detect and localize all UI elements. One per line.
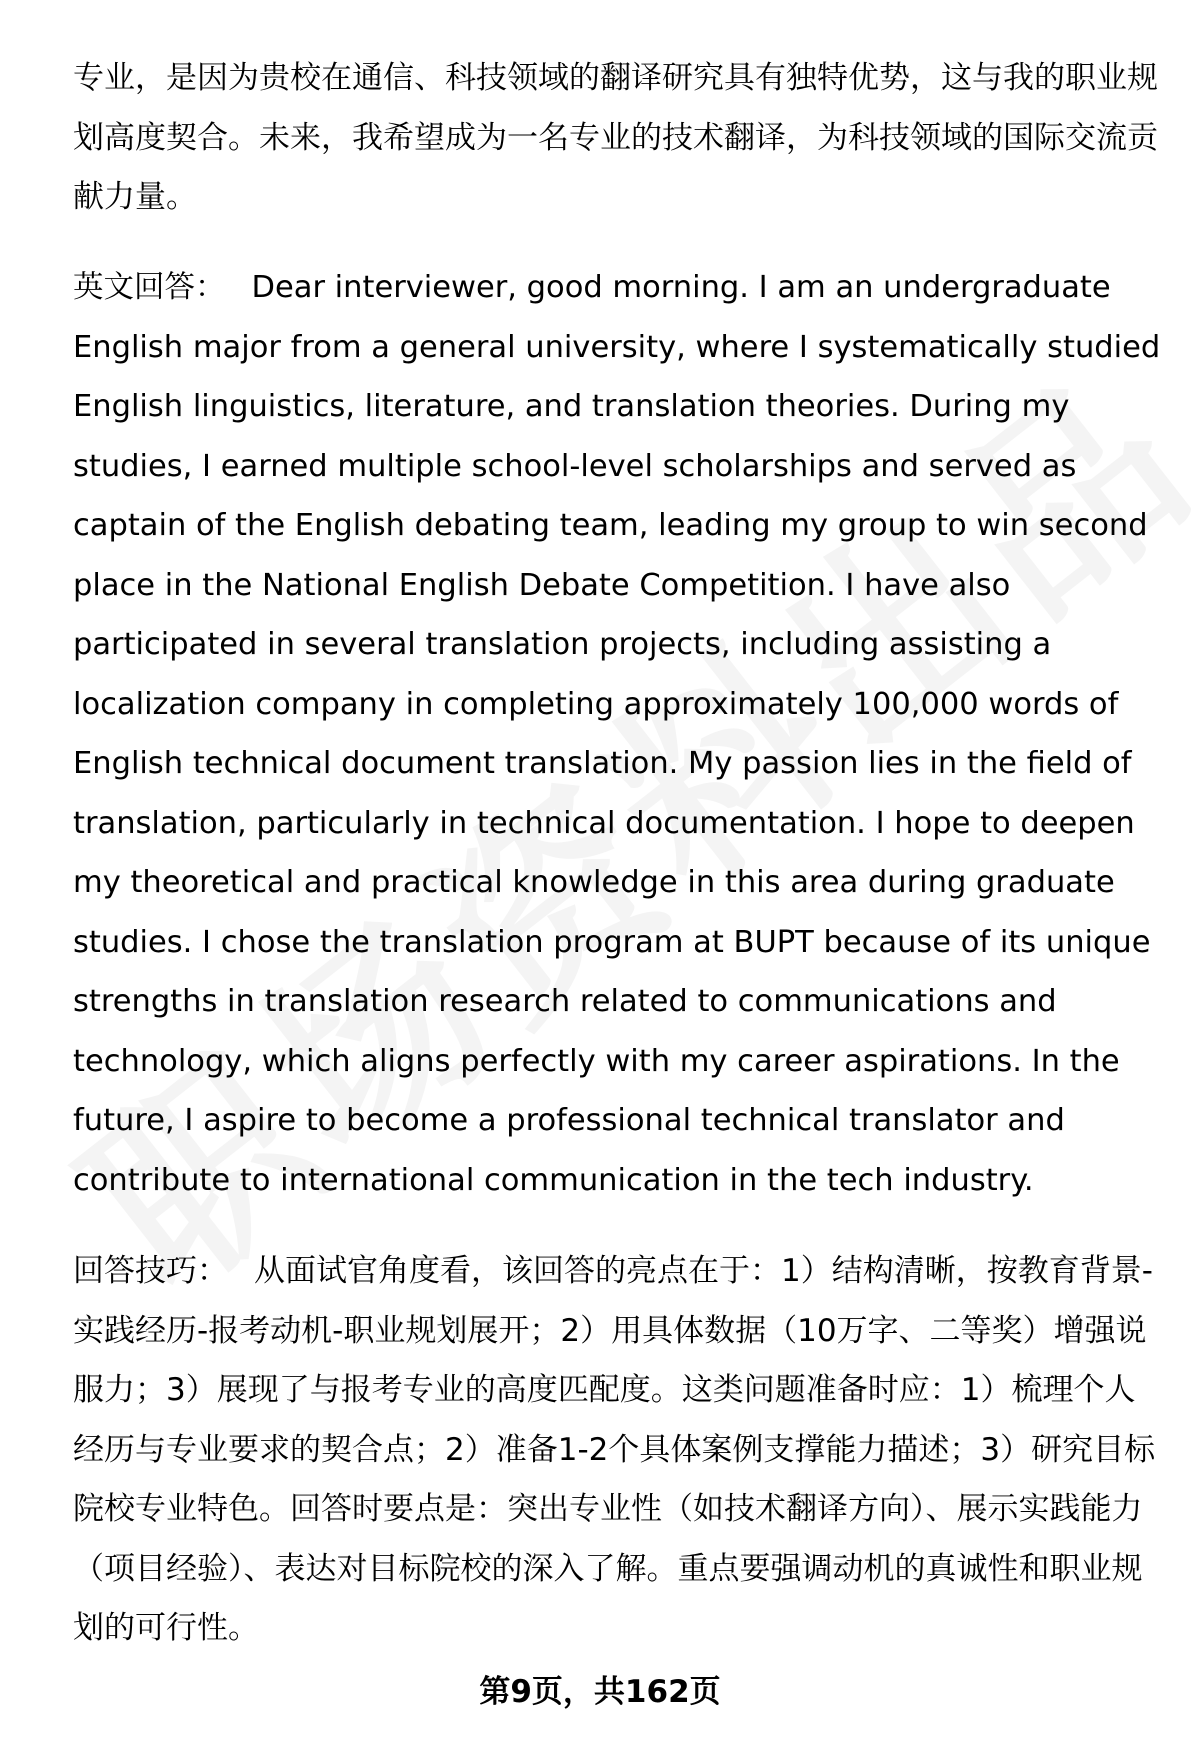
page-number-footer: 第9页，共162页 — [479, 1674, 721, 1710]
english-answer-label: 英文回答： — [73, 270, 226, 305]
answer-tips-paragraph — [73, 1242, 1163, 1659]
answer-tips-text: 从面试官角度看，该回答的亮点在于：1）结构清晰，按教育背景-实践经历-报考动机-职业规划展开；2）用具体数据（10万字、二等奖）增强说服力；3）展现了与报考专业的高度匹配度。这类问题准备时应：1）梳理个人经历与专业要求的契合点；2）准备1-2个具体案例支撑能力描述；3）研究目标院校专业特色。回答时要点是：突出专业性（如技术翻译方向）、展示实践能力（项目经验）、表达对目标院校的深入了解。重点要强调动机的真诚性和职业规划的可行性。 — [73, 1253, 1156, 1646]
intro-paragraph: 专业，是因为贵校在通信、科技领域的翻译研究具有独特优势，这与我的职业规划高度契合。未来，我希望成为一名专业的技术翻译，为科技领域的国际交流贡献力量。 — [73, 60, 1158, 215]
english-answer-text: Dear interviewer, good morning. I am an undergraduate English major from a general university, where I systematically studied English linguistics, literature, and translation theories. During my studies, I earned multiple school-level scholarships and served as captain of the English debating team, leading my group to win second place in the National English Debate Competition. I have also participated in several translation projects, including assisting a localization company in completing approximately 100,000 words of English technical document translation. My passion lies in the field of translation, particularly in technical documentation. I hope to deepen my theoretical and practical knowledge in this area during graduate studies. I chose the translation program at BUPT because of its unique strengths in translation research related to communications and technology, which aligns perfectly with my career aspirations. In the future, I aspire to become a professional technical translator and contribute to international communication in the tech industry. — [73, 270, 1161, 1198]
english-answer-paragraph — [73, 258, 1163, 1210]
answer-tips-label: 回答技巧： — [73, 1253, 228, 1289]
